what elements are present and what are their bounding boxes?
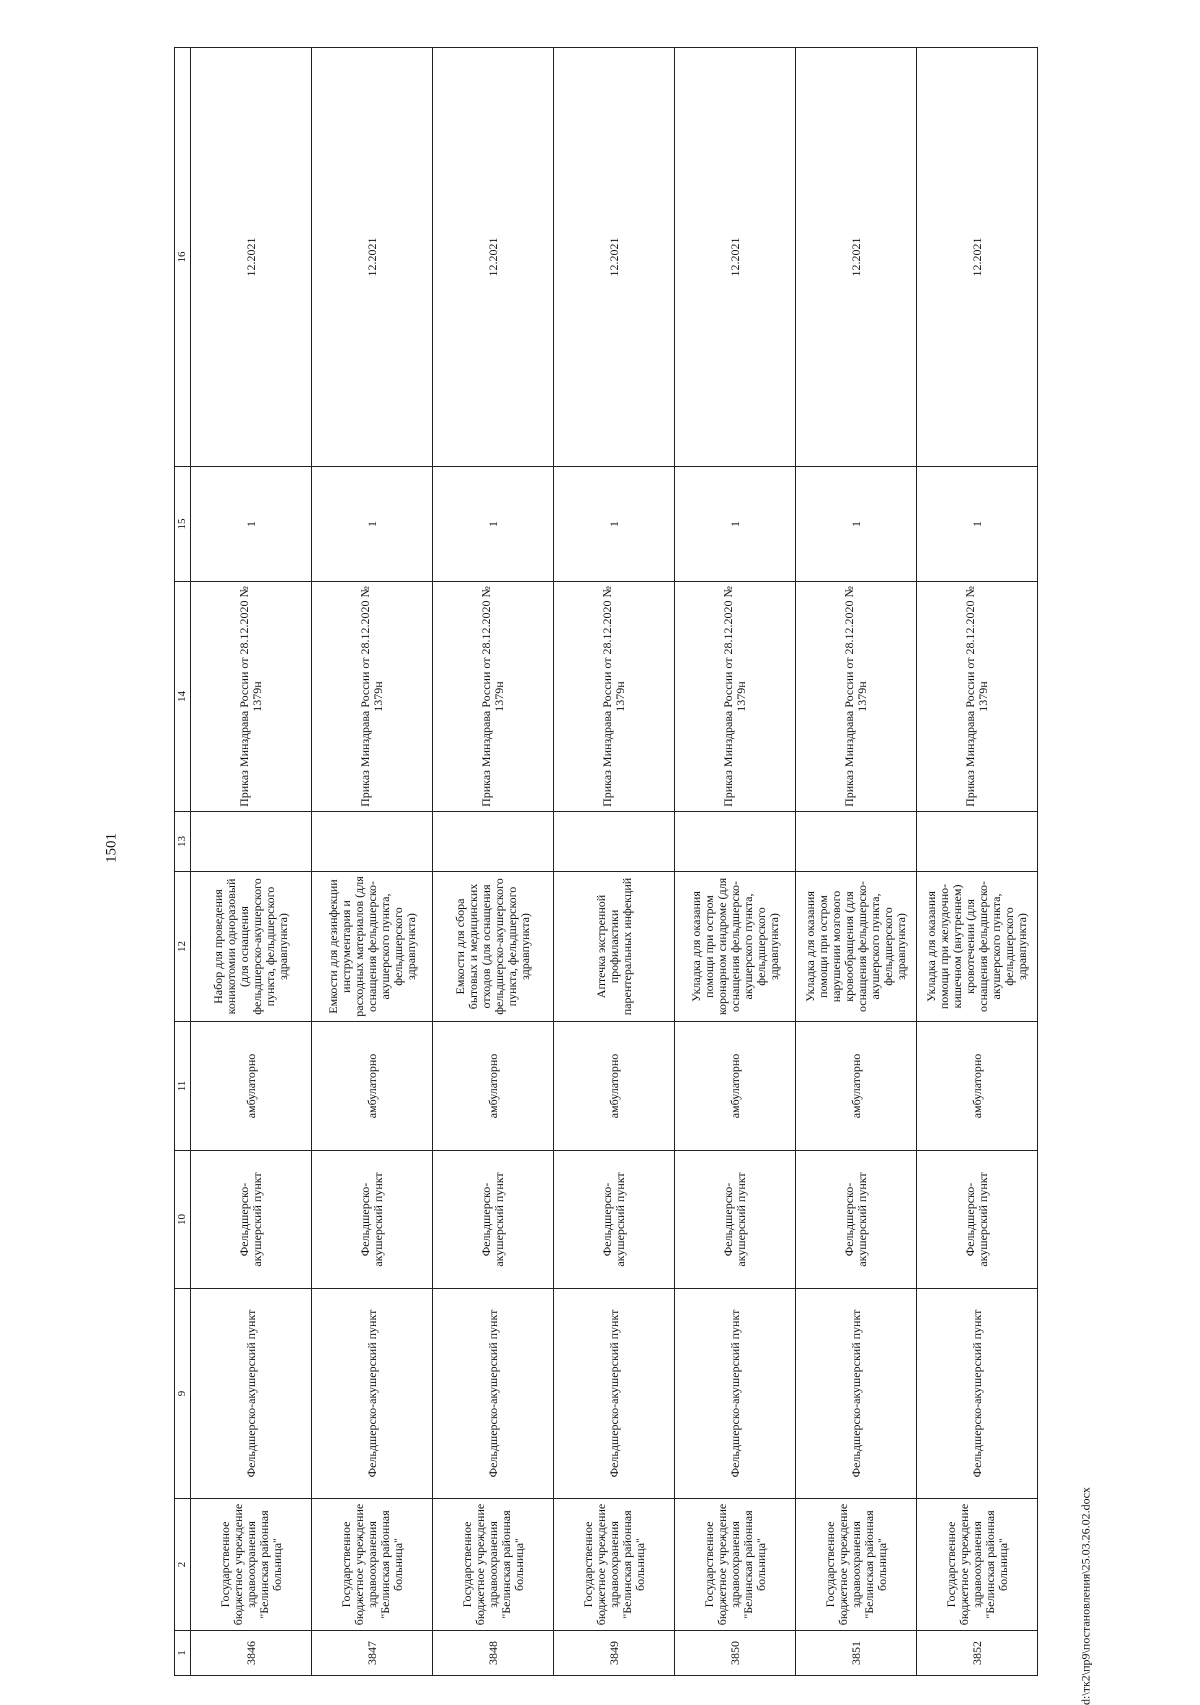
table-row bbox=[433, 48, 554, 1676]
table-row bbox=[917, 48, 1038, 1676]
unit-cell: Фельдшерско-акушерский пункт bbox=[554, 1289, 675, 1499]
row-number: 3849 bbox=[554, 1631, 675, 1676]
institution-cell: Государственное бюджетное учреждение здравоохранения "Белинская районная больница" bbox=[191, 1499, 312, 1631]
column-number: 10 bbox=[175, 1151, 191, 1289]
date-cell: 12.2021 bbox=[796, 48, 917, 467]
page-number-text: 1501 bbox=[103, 833, 120, 863]
equipment-table bbox=[174, 47, 1038, 1676]
order-cell: Приказ Минздрава России от 28.12.2020 № 1379н bbox=[191, 582, 312, 812]
quantity-cell: 1 bbox=[796, 467, 917, 582]
equipment-cell: Укладка для оказания помощи при остром коронарном синдроме (для оснащения фельдшерско-акушерского пункта, фельдшерского здравпункта) bbox=[675, 872, 796, 1022]
column-number: 2 bbox=[175, 1499, 191, 1631]
quantity-cell: 1 bbox=[917, 467, 1038, 582]
order-cell: Приказ Минздрава России от 28.12.2020 № 1379н bbox=[917, 582, 1038, 812]
equipment-cell: Укладка для оказания помощи при остром нарушении мозгового кровообращения (для оснащения фельдшерско-акушерского пункта, фельдшерского здравпункта) bbox=[796, 872, 917, 1022]
institution-cell: Государственное бюджетное учреждение здравоохранения "Белинская районная больница" bbox=[675, 1499, 796, 1631]
institution-cell: Государственное бюджетное учреждение здравоохранения "Белинская районная больница" bbox=[796, 1499, 917, 1631]
equipment-cell: Укладка для оказания помощи при желудочно-кишечном (внутреннем) кровотечении (для оснащения фельдшерско-акушерского пункта, фельдшерского здравпункта) bbox=[917, 872, 1038, 1022]
date-cell: 12.2021 bbox=[917, 48, 1038, 467]
empty-cell bbox=[796, 812, 917, 872]
date-cell: 12.2021 bbox=[433, 48, 554, 467]
empty-cell bbox=[675, 812, 796, 872]
care-form-cell: амбулаторно bbox=[312, 1022, 433, 1151]
column-number: 14 bbox=[175, 582, 191, 812]
quantity-cell: 1 bbox=[433, 467, 554, 582]
date-cell: 12.2021 bbox=[554, 48, 675, 467]
unit-type-cell: Фельдшерско-акушерский пункт bbox=[433, 1151, 554, 1289]
institution-cell: Государственное бюджетное учреждение здравоохранения "Белинская районная больница" bbox=[554, 1499, 675, 1631]
care-form-cell: амбулаторно bbox=[796, 1022, 917, 1151]
table-row bbox=[554, 48, 675, 1676]
order-cell: Приказ Минздрава России от 28.12.2020 № 1379н bbox=[433, 582, 554, 812]
date-cell: 12.2021 bbox=[675, 48, 796, 467]
date-cell: 12.2021 bbox=[191, 48, 312, 467]
institution-cell: Государственное бюджетное учреждение здравоохранения "Белинская районная больница" bbox=[312, 1499, 433, 1631]
table-row bbox=[312, 48, 433, 1676]
order-cell: Приказ Минздрава России от 28.12.2020 № 1379н bbox=[675, 582, 796, 812]
table-row bbox=[675, 48, 796, 1676]
table-container bbox=[174, 48, 1029, 1676]
row-number: 3846 bbox=[191, 1631, 312, 1676]
unit-cell: Фельдшерско-акушерский пункт bbox=[675, 1289, 796, 1499]
row-number: 3851 bbox=[796, 1631, 917, 1676]
unit-type-cell: Фельдшерско-акушерский пункт bbox=[191, 1151, 312, 1289]
quantity-cell: 1 bbox=[675, 467, 796, 582]
quantity-cell: 1 bbox=[191, 467, 312, 582]
unit-cell: Фельдшерско-акушерский пункт bbox=[796, 1289, 917, 1499]
institution-cell: Государственное бюджетное учреждение здравоохранения "Белинская районная больница" bbox=[433, 1499, 554, 1631]
unit-type-cell: Фельдшерско-акушерский пункт bbox=[312, 1151, 433, 1289]
column-number: 11 bbox=[175, 1022, 191, 1151]
care-form-cell: амбулаторно bbox=[917, 1022, 1038, 1151]
care-form-cell: амбулаторно bbox=[675, 1022, 796, 1151]
table-row bbox=[796, 48, 917, 1676]
equipment-cell: Аптечка экстренной профилактики парентеральных инфекций bbox=[554, 872, 675, 1022]
unit-type-cell: Фельдшерско-акушерский пункт bbox=[675, 1151, 796, 1289]
empty-cell bbox=[433, 812, 554, 872]
empty-cell bbox=[917, 812, 1038, 872]
order-cell: Приказ Минздрава России от 28.12.2020 № 1379н bbox=[554, 582, 675, 812]
row-number: 3848 bbox=[433, 1631, 554, 1676]
unit-type-cell: Фельдшерско-акушерский пункт bbox=[554, 1151, 675, 1289]
unit-cell: Фельдшерско-акушерский пункт bbox=[312, 1289, 433, 1499]
order-cell: Приказ Минздрава России от 28.12.2020 № 1379н bbox=[312, 582, 433, 812]
column-number: 12 bbox=[175, 872, 191, 1022]
quantity-cell: 1 bbox=[312, 467, 433, 582]
row-number: 3850 bbox=[675, 1631, 796, 1676]
equipment-cell: Емкости для дезинфекции инструментария и расходных материалов (для оснащения фельдшерско-акушерского пункта, фельдшерского здравпункта) bbox=[312, 872, 433, 1022]
column-number: 16 bbox=[175, 48, 191, 467]
care-form-cell: амбулаторно bbox=[191, 1022, 312, 1151]
unit-cell: Фельдшерско-акушерский пункт bbox=[191, 1289, 312, 1499]
row-number: 3852 bbox=[917, 1631, 1038, 1676]
file-path-text: d:\тк2\пр9\постановления\25.03.26.02.docx bbox=[1078, 1487, 1093, 1705]
quantity-cell: 1 bbox=[554, 467, 675, 582]
column-number: 15 bbox=[175, 467, 191, 582]
column-number: 9 bbox=[175, 1289, 191, 1499]
care-form-cell: амбулаторно bbox=[433, 1022, 554, 1151]
institution-cell: Государственное бюджетное учреждение здравоохранения "Белинская районная больница" bbox=[917, 1499, 1038, 1631]
equipment-cell: Набор для проведения коникотомии одноразовый (для оснащения фельдшерско-акушерского пункта, фельдшерского здравпункта) bbox=[191, 872, 312, 1022]
empty-cell bbox=[312, 812, 433, 872]
column-number-row bbox=[175, 48, 191, 1676]
row-number: 3847 bbox=[312, 1631, 433, 1676]
care-form-cell: амбулаторно bbox=[554, 1022, 675, 1151]
unit-cell: Фельдшерско-акушерский пункт bbox=[917, 1289, 1038, 1499]
unit-cell: Фельдшерско-акушерский пункт bbox=[433, 1289, 554, 1499]
column-number: 1 bbox=[175, 1631, 191, 1676]
empty-cell bbox=[191, 812, 312, 872]
unit-type-cell: Фельдшерско-акушерский пункт bbox=[796, 1151, 917, 1289]
empty-cell bbox=[554, 812, 675, 872]
date-cell: 12.2021 bbox=[312, 48, 433, 467]
column-number: 13 bbox=[175, 812, 191, 872]
unit-type-cell: Фельдшерско-акушерский пункт bbox=[917, 1151, 1038, 1289]
equipment-cell: Емкости для сбора бытовых и медицинских отходов (для оснащения фельдшерско-акушерского пункта, фельдшерского здравпункта) bbox=[433, 872, 554, 1022]
order-cell: Приказ Минздрава России от 28.12.2020 № 1379н bbox=[796, 582, 917, 812]
table-row bbox=[191, 48, 312, 1676]
table-body bbox=[175, 48, 1038, 1676]
